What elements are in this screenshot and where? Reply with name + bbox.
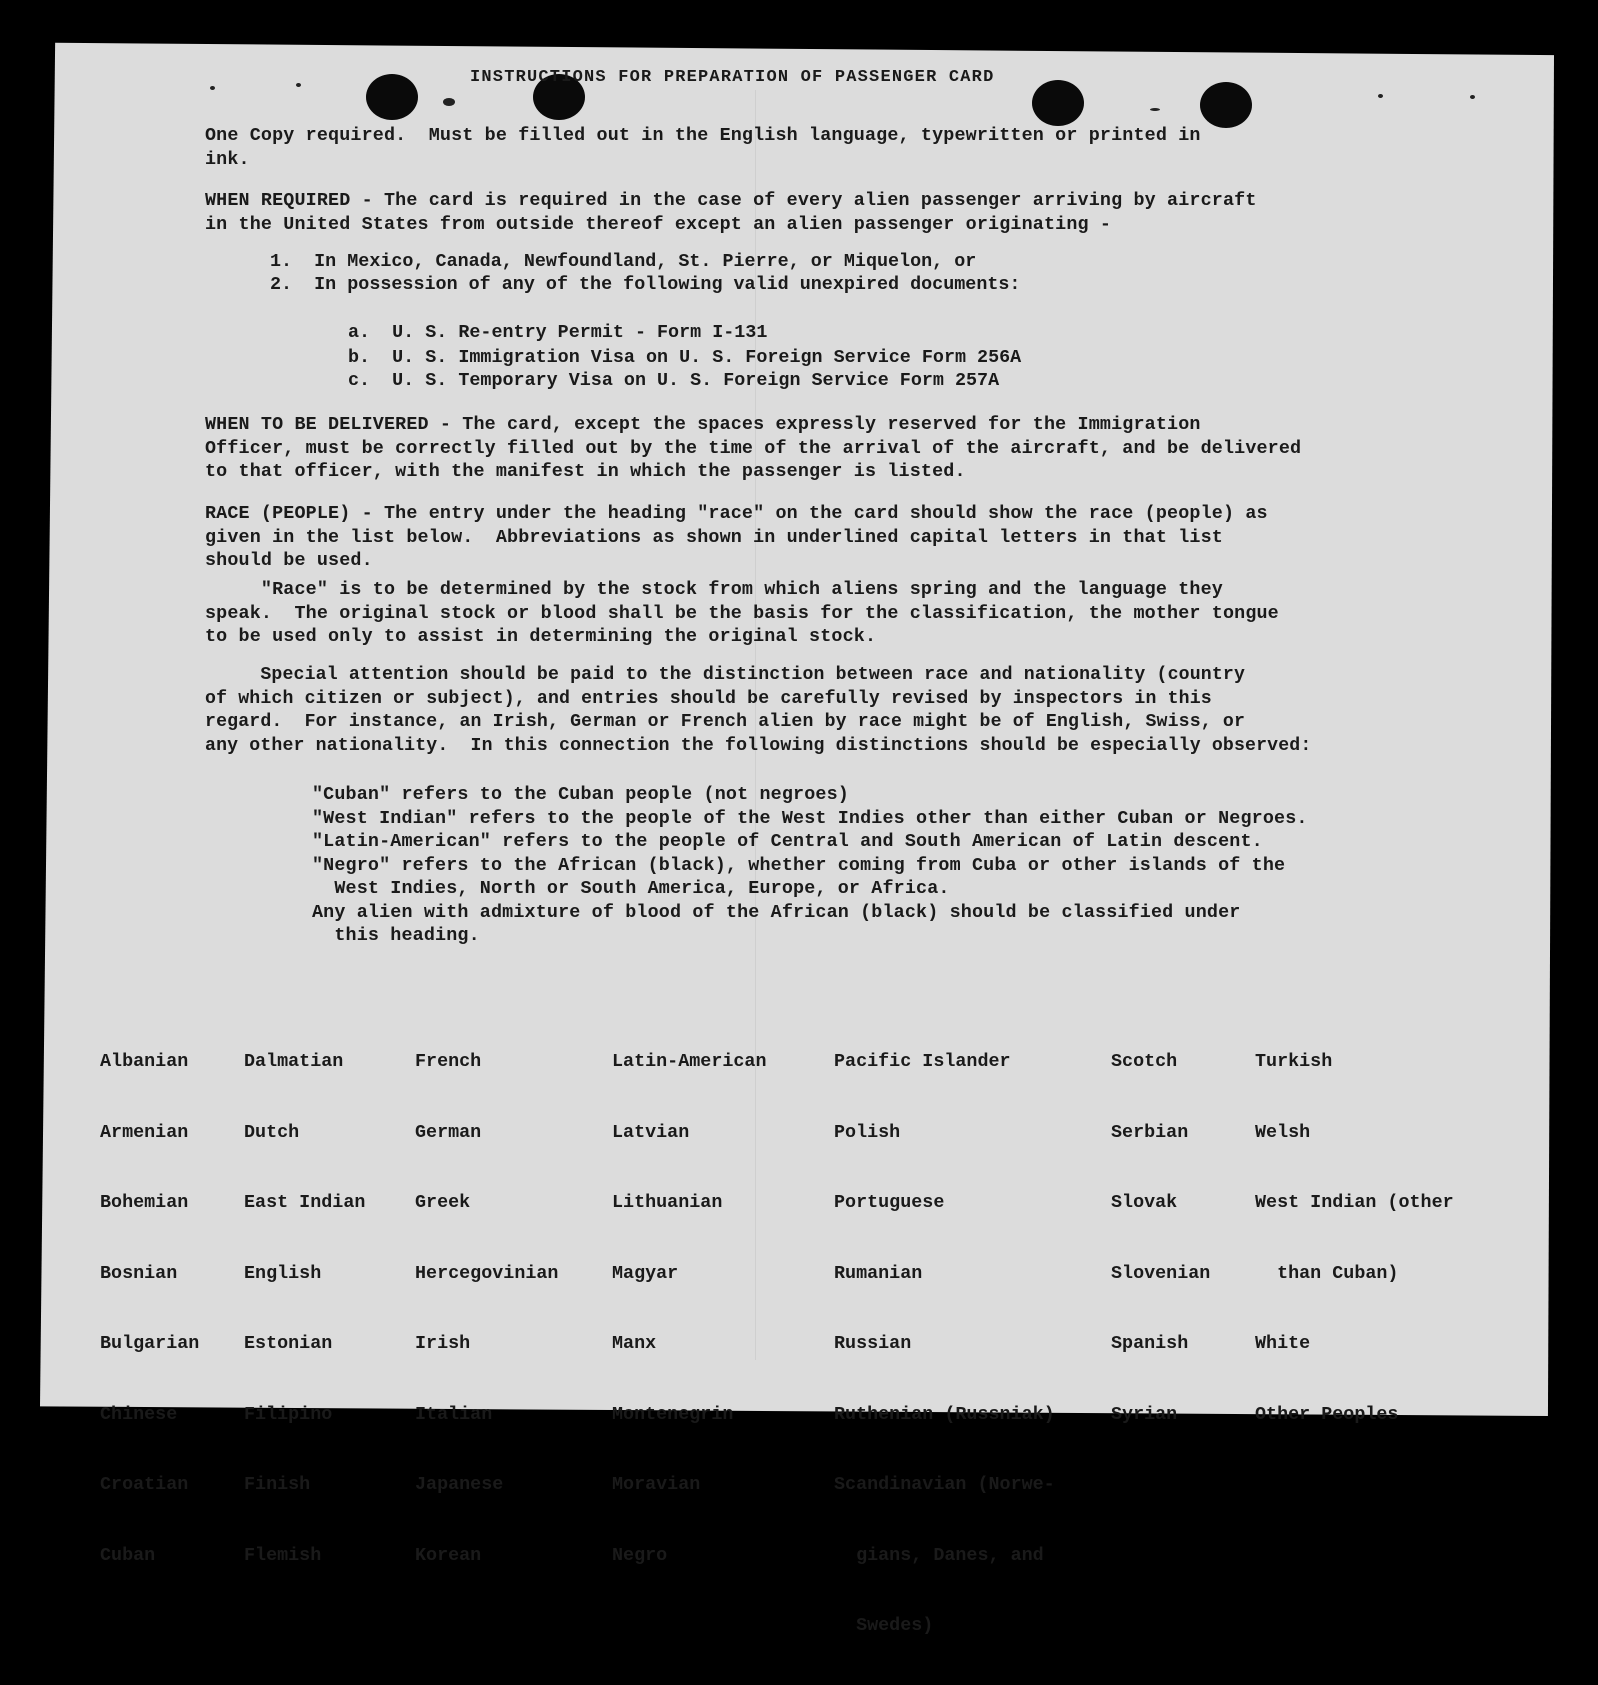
race-entry: Dutch — [244, 1121, 300, 1143]
race-entry: Latvian — [612, 1121, 690, 1143]
race-entry: Lithuanian — [612, 1192, 723, 1213]
distinctions-list: "Cuban" refers to the Cuban people (not negroes) "West Indian" refers to the people of the West Indies other than either Cuban or Negroes. "Latin-American" refers to the people of Central and South American of Latin descent. "Negro" refers to the African (black), whether coming from Cuba or other islands of the West Indies, North or South America, Europe, or Africa. Any alien with admixture of blood of the African (black) should be classified under this heading. — [312, 784, 1308, 946]
race-entry: Italian — [415, 1403, 493, 1425]
race-entry: Hercegovinian — [415, 1262, 559, 1284]
race-entry: Croatian — [100, 1474, 189, 1495]
document-title: INSTRUCTIONS FOR PREPARATION OF PASSENGER CARD — [470, 68, 995, 87]
ink-speck — [1378, 94, 1383, 98]
race-entry: Manx — [612, 1333, 657, 1354]
race-entry: German — [415, 1121, 482, 1143]
race-entry: Slovak — [1111, 1192, 1178, 1213]
race-entry: than Cuban) — [1255, 1262, 1399, 1284]
race-entry: Albanian — [100, 1051, 189, 1072]
race-entry: West Indian (other — [1255, 1192, 1454, 1213]
race-entry: Pacific Islander — [834, 1051, 1011, 1072]
race-entry: Magyar — [612, 1262, 679, 1284]
race-entry: East Indian — [244, 1192, 366, 1213]
race-column — [415, 1003, 558, 1614]
race-entry: Bohemian — [100, 1192, 189, 1213]
race-entry: Negro — [612, 1544, 668, 1566]
exception-item: 1. In Mexico, Canada, Newfoundland, St. Pierre, or Miquelon, or — [270, 251, 977, 272]
race-column — [1255, 1003, 1454, 1473]
punch-hole — [1032, 80, 1084, 126]
race-entry: Greek — [415, 1192, 471, 1213]
race-entry: Latin-American — [612, 1051, 767, 1072]
race-entry: Russian — [834, 1333, 912, 1354]
document-sub-item: a. U. S. Re-entry Permit - Form I-131 — [348, 322, 768, 343]
race-entry: Portuguese — [834, 1192, 945, 1213]
race-entry: Irish — [415, 1333, 471, 1354]
race-entry: White — [1255, 1333, 1311, 1354]
race-entry: Estonian — [244, 1333, 333, 1354]
when-required-paragraph: WHEN REQUIRED - The card is required in the case of every alien passenger arriving by aircraft in the United States from outside thereof except an alien passenger originating - — [205, 190, 1257, 235]
document-sub-item: c. U. S. Temporary Visa on U. S. Foreign Service Form 257A — [348, 370, 1000, 391]
race-entry: Bosnian — [100, 1262, 178, 1284]
race-entry: Swedes) — [834, 1615, 934, 1636]
race-entry: Japanese — [415, 1474, 504, 1495]
ink-speck — [210, 86, 215, 90]
race-column — [1111, 1003, 1210, 1473]
race-entry: Syrian — [1111, 1403, 1178, 1425]
race-column — [100, 1003, 199, 1614]
race-entry: French — [415, 1051, 482, 1072]
race-entry: Scandinavian (Norwe- — [834, 1474, 1055, 1495]
race-entry: Korean — [415, 1544, 482, 1566]
race-people-paragraph: RACE (PEOPLE) - The entry under the heading "race" on the card should show the race (people) as given in the list below. Abbreviations as shown in underlined capital letters in that list should be used. — [205, 503, 1268, 571]
race-entry: Other Peoples — [1255, 1403, 1399, 1425]
special-attention-paragraph: Special attention should be paid to the distinction between race and nationality (country of which citizen or subject), and entries should be carefully revised by inspectors in this regard. For instance, an Irish, German or French alien by race might be of English, Swiss, or any other nationality. In this connection the following distinctions should be especially observed: — [205, 665, 1312, 756]
race-entry: Polish — [834, 1121, 901, 1143]
document-sub-item: b. U. S. Immigration Visa on U. S. Foreign Service Form 256A — [348, 347, 1022, 368]
race-entry: gians, Danes, and — [834, 1544, 1044, 1566]
race-entry: Rumanian — [834, 1262, 923, 1284]
punch-hole — [366, 74, 418, 120]
race-entry: Bulgarian — [100, 1333, 200, 1354]
race-column — [244, 1003, 365, 1614]
ink-speck — [1150, 108, 1160, 111]
race-entry: Turkish — [1255, 1051, 1333, 1072]
race-entry: Moravian — [612, 1474, 701, 1495]
race-entry: Dalmatian — [244, 1051, 344, 1072]
ink-speck — [443, 98, 455, 106]
race-entry: Filipino — [244, 1403, 333, 1425]
intro-paragraph: One Copy required. Must be filled out in the English language, typewritten or printed in ink. — [205, 125, 1201, 170]
ink-speck — [296, 83, 301, 87]
race-entry: Montenegrin — [612, 1403, 734, 1425]
race-definition-paragraph: "Race" is to be determined by the stock from which aliens spring and the language they speak. The original stock or blood shall be the basis for the classification, the mother tongue to be used only to assist in determining the original stock. — [205, 579, 1279, 647]
race-entry: Welsh — [1255, 1121, 1311, 1143]
race-column — [834, 1003, 1055, 1685]
race-entry: Flemish — [244, 1544, 322, 1566]
race-entry: Ruthenian (Russniak) — [834, 1403, 1055, 1425]
race-entry: Chinese — [100, 1403, 178, 1425]
race-entry: Spanish — [1111, 1333, 1189, 1354]
race-entry: Armenian — [100, 1121, 189, 1143]
exception-item: 2. In possession of any of the following valid unexpired documents: — [270, 274, 1021, 295]
race-entry: English — [244, 1262, 322, 1284]
race-entry: Slovenian — [1111, 1262, 1211, 1284]
race-entry: Scotch — [1111, 1051, 1178, 1072]
race-entry: Serbian — [1111, 1121, 1189, 1143]
race-entry: Cuban — [100, 1544, 156, 1566]
ink-speck — [1470, 95, 1475, 99]
race-column — [612, 1003, 767, 1614]
when-delivered-paragraph: WHEN TO BE DELIVERED - The card, except the spaces expressly reserved for the Immigration Officer, must be correctly filled out by the time of the arrival of the aircraft, and be delivered to that officer, with the manifest in which the passenger is listed. — [205, 414, 1302, 482]
race-entry: Finish — [244, 1474, 311, 1495]
punch-hole — [1200, 82, 1252, 128]
